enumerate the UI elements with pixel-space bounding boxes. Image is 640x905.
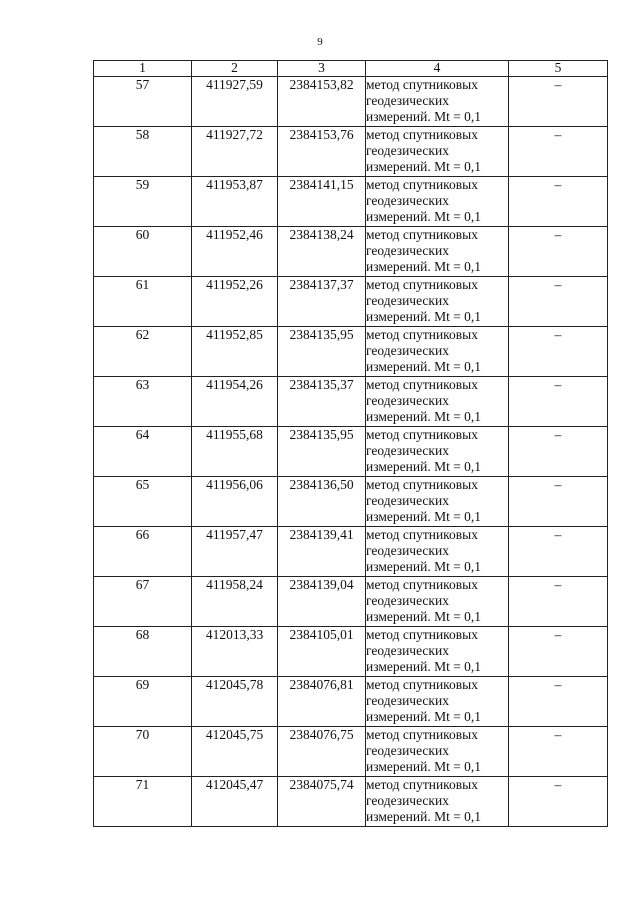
method-line-1: метод спутниковых xyxy=(366,127,478,142)
page-number: 9 xyxy=(317,36,323,48)
coordinate-y: 2384139,41 xyxy=(278,527,366,577)
table-row xyxy=(94,477,608,527)
point-number: 67 xyxy=(94,577,192,627)
method-line-2: геодезических xyxy=(366,443,449,458)
column-header-4: 4 xyxy=(366,61,509,77)
extra-value: – xyxy=(509,477,608,527)
coordinate-y: 2384141,15 xyxy=(278,177,366,227)
extra-value: – xyxy=(509,427,608,477)
column-header-3: 3 xyxy=(278,61,366,77)
coordinates-table xyxy=(93,60,608,827)
point-number: 62 xyxy=(94,327,192,377)
method-line-1: метод спутниковых xyxy=(366,227,478,242)
method-line-3: измерений. Mt = 0,1 xyxy=(366,659,482,674)
method-line-3: измерений. Mt = 0,1 xyxy=(366,259,482,274)
extra-value: – xyxy=(509,777,608,827)
column-header-5: 5 xyxy=(509,61,608,77)
coordinate-y: 2384139,04 xyxy=(278,577,366,627)
method-line-1: метод спутниковых xyxy=(366,677,478,692)
extra-value: – xyxy=(509,277,608,327)
method-line-2: геодезических xyxy=(366,393,449,408)
coordinate-y: 2384135,95 xyxy=(278,427,366,477)
method-line-2: геодезических xyxy=(366,593,449,608)
method-line-3: измерений. Mt = 0,1 xyxy=(366,709,482,724)
table-row xyxy=(94,277,608,327)
point-number: 69 xyxy=(94,677,192,727)
method-cell xyxy=(366,177,509,227)
point-number: 59 xyxy=(94,177,192,227)
table-header-row xyxy=(94,61,608,77)
extra-value: – xyxy=(509,227,608,277)
method-line-3: измерений. Mt = 0,1 xyxy=(366,459,482,474)
method-line-3: измерений. Mt = 0,1 xyxy=(366,109,482,124)
extra-value: – xyxy=(509,377,608,427)
coordinate-y: 2384153,82 xyxy=(278,77,366,127)
coordinate-x: 411952,26 xyxy=(192,277,278,327)
coordinate-x: 411958,24 xyxy=(192,577,278,627)
method-line-1: метод спутниковых xyxy=(366,77,478,92)
method-line-3: измерений. Mt = 0,1 xyxy=(366,559,482,574)
method-cell xyxy=(366,727,509,777)
coordinate-x: 411957,47 xyxy=(192,527,278,577)
table-row xyxy=(94,677,608,727)
method-line-2: геодезических xyxy=(366,193,449,208)
column-header-2: 2 xyxy=(192,61,278,77)
table-row xyxy=(94,577,608,627)
method-line-3: измерений. Mt = 0,1 xyxy=(366,359,482,374)
method-cell xyxy=(366,577,509,627)
point-number: 60 xyxy=(94,227,192,277)
table-row xyxy=(94,227,608,277)
coordinate-y: 2384135,37 xyxy=(278,377,366,427)
table-row xyxy=(94,377,608,427)
coordinate-x: 411953,87 xyxy=(192,177,278,227)
coordinate-x: 411956,06 xyxy=(192,477,278,527)
table-row xyxy=(94,627,608,677)
method-line-1: метод спутниковых xyxy=(366,727,478,742)
coordinate-y: 2384137,37 xyxy=(278,277,366,327)
coordinate-x: 411954,26 xyxy=(192,377,278,427)
method-line-3: измерений. Mt = 0,1 xyxy=(366,759,482,774)
method-line-1: метод спутниковых xyxy=(366,627,478,642)
point-number: 64 xyxy=(94,427,192,477)
method-cell xyxy=(366,677,509,727)
extra-value: – xyxy=(509,677,608,727)
table-row xyxy=(94,177,608,227)
point-number: 68 xyxy=(94,627,192,677)
method-line-2: геодезических xyxy=(366,793,449,808)
method-line-3: измерений. Mt = 0,1 xyxy=(366,309,482,324)
extra-value: – xyxy=(509,627,608,677)
method-line-3: измерений. Mt = 0,1 xyxy=(366,159,482,174)
coordinate-x: 411952,46 xyxy=(192,227,278,277)
method-cell xyxy=(366,477,509,527)
point-number: 58 xyxy=(94,127,192,177)
table-row xyxy=(94,127,608,177)
method-line-3: измерений. Mt = 0,1 xyxy=(366,509,482,524)
coordinate-y: 2384138,24 xyxy=(278,227,366,277)
method-cell xyxy=(366,277,509,327)
method-cell xyxy=(366,377,509,427)
coordinate-x: 412045,78 xyxy=(192,677,278,727)
point-number: 70 xyxy=(94,727,192,777)
method-line-3: измерений. Mt = 0,1 xyxy=(366,409,482,424)
coordinate-x: 412045,47 xyxy=(192,777,278,827)
extra-value: – xyxy=(509,177,608,227)
method-cell xyxy=(366,127,509,177)
coordinate-y: 2384075,74 xyxy=(278,777,366,827)
coordinate-x: 411927,59 xyxy=(192,77,278,127)
method-line-2: геодезических xyxy=(366,643,449,658)
method-line-2: геодезических xyxy=(366,293,449,308)
coordinate-y: 2384076,75 xyxy=(278,727,366,777)
method-cell xyxy=(366,627,509,677)
method-line-1: метод спутниковых xyxy=(366,777,478,792)
extra-value: – xyxy=(509,77,608,127)
table-row xyxy=(94,727,608,777)
method-line-2: геодезических xyxy=(366,343,449,358)
extra-value: – xyxy=(509,127,608,177)
table-row xyxy=(94,427,608,477)
method-line-1: метод спутниковых xyxy=(366,277,478,292)
extra-value: – xyxy=(509,727,608,777)
method-line-1: метод спутниковых xyxy=(366,327,478,342)
method-cell xyxy=(366,77,509,127)
coordinate-y: 2384076,81 xyxy=(278,677,366,727)
coordinate-x: 411927,72 xyxy=(192,127,278,177)
table-row xyxy=(94,77,608,127)
method-line-2: геодезических xyxy=(366,493,449,508)
method-line-2: геодезических xyxy=(366,93,449,108)
point-number: 71 xyxy=(94,777,192,827)
point-number: 65 xyxy=(94,477,192,527)
coordinate-x: 412045,75 xyxy=(192,727,278,777)
point-number: 63 xyxy=(94,377,192,427)
coordinate-x: 412013,33 xyxy=(192,627,278,677)
method-line-3: измерений. Mt = 0,1 xyxy=(366,809,482,824)
method-cell xyxy=(366,227,509,277)
extra-value: – xyxy=(509,327,608,377)
table-body xyxy=(94,77,608,827)
method-cell xyxy=(366,527,509,577)
method-line-1: метод спутниковых xyxy=(366,527,478,542)
method-line-1: метод спутниковых xyxy=(366,577,478,592)
method-line-1: метод спутниковых xyxy=(366,477,478,492)
coordinate-y: 2384153,76 xyxy=(278,127,366,177)
column-header-1: 1 xyxy=(94,61,192,77)
extra-value: – xyxy=(509,527,608,577)
coordinate-y: 2384136,50 xyxy=(278,477,366,527)
table-row xyxy=(94,527,608,577)
method-line-2: геодезических xyxy=(366,143,449,158)
point-number: 66 xyxy=(94,527,192,577)
method-line-2: геодезических xyxy=(366,543,449,558)
coordinate-y: 2384135,95 xyxy=(278,327,366,377)
method-cell xyxy=(366,777,509,827)
method-line-2: геодезических xyxy=(366,743,449,758)
coordinate-y: 2384105,01 xyxy=(278,627,366,677)
table-row xyxy=(94,327,608,377)
method-cell xyxy=(366,327,509,377)
method-line-3: измерений. Mt = 0,1 xyxy=(366,609,482,624)
table-row xyxy=(94,777,608,827)
method-cell xyxy=(366,427,509,477)
method-line-2: геодезических xyxy=(366,693,449,708)
method-line-1: метод спутниковых xyxy=(366,377,478,392)
method-line-1: метод спутниковых xyxy=(366,427,478,442)
method-line-3: измерений. Mt = 0,1 xyxy=(366,209,482,224)
extra-value: – xyxy=(509,577,608,627)
point-number: 61 xyxy=(94,277,192,327)
point-number: 57 xyxy=(94,77,192,127)
method-line-2: геодезических xyxy=(366,243,449,258)
method-line-1: метод спутниковых xyxy=(366,177,478,192)
coordinate-x: 411952,85 xyxy=(192,327,278,377)
coordinate-x: 411955,68 xyxy=(192,427,278,477)
